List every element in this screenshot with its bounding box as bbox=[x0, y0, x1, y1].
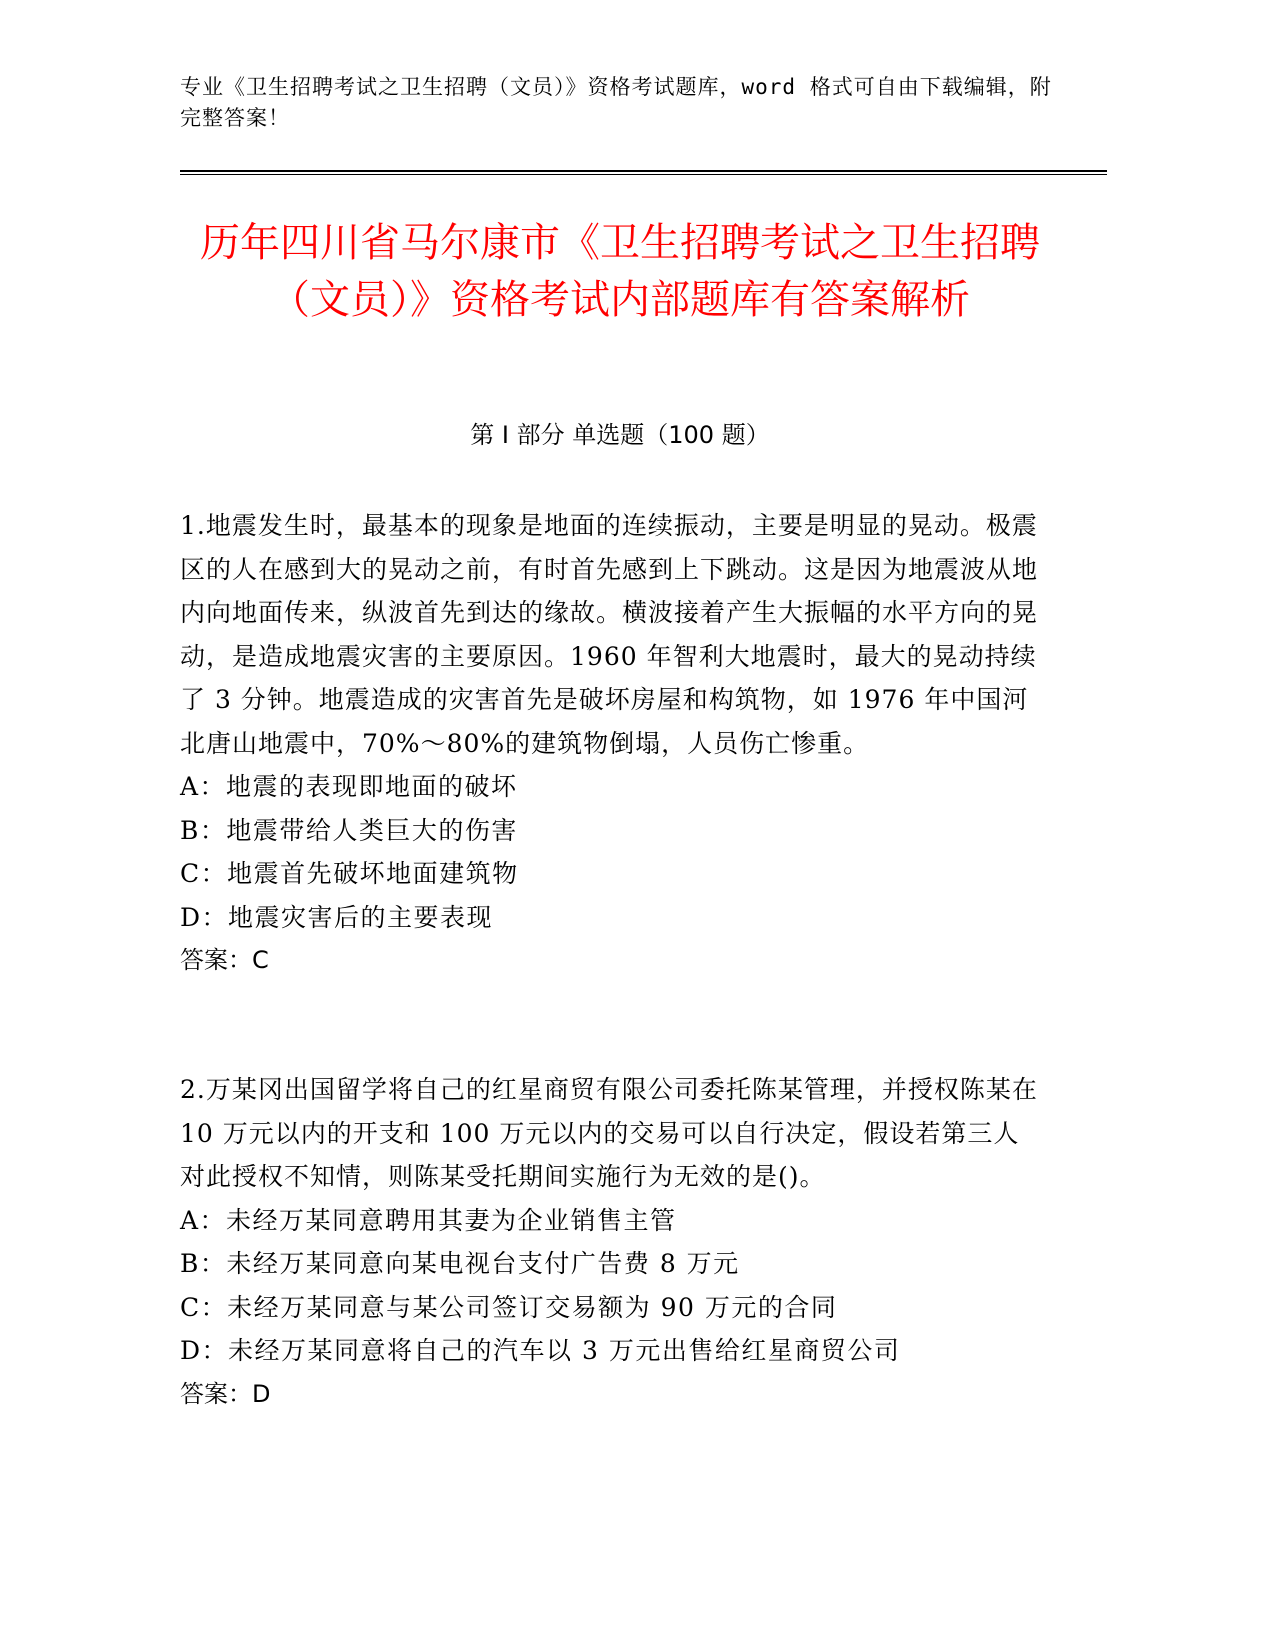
option-d: D：未经万某同意将自己的汽车以 3 万元出售给红星商贸公司 bbox=[180, 1336, 901, 1365]
option-a: A：地震的表现即地面的破坏 bbox=[180, 772, 518, 801]
answer: 答案：C bbox=[180, 946, 269, 974]
question-stem: 2.万某冈出国留学将自己的红星商贸有限公司委托陈某管理，并授权陈某在 10 万元以内的开支和 100 万元以内的交易可以自行决定，假设若第三人对此授权不知情，则陈某受托期间实施行为无效的是()。 bbox=[180, 1075, 1038, 1191]
question-1 bbox=[180, 504, 1042, 983]
option-b: B：未经万某同意向某电视台支付广告费 8 万元 bbox=[180, 1249, 740, 1278]
option-b: B：地震带给人类巨大的伤害 bbox=[180, 815, 518, 845]
section-heading: 第 I 部分 单选题（100 题） bbox=[470, 421, 770, 449]
option-a: A：未经万某同意聘用其妻为企业销售主管 bbox=[180, 1205, 677, 1235]
option-c: C：未经万某同意与某公司签订交易额为 90 万元的合同 bbox=[180, 1292, 838, 1322]
question-stem: 1.地震发生时，最基本的现象是地面的连续振动，主要是明显的晃动。极震区的人在感到大的晃动之前，有时首先感到上下跳动。这是因为地震波从地内向地面传来，纵波首先到达的缘故。横波接着产生大振幅的水平方向的晃动，是造成地震灾害的主要原因。1960 年智利大地震时，最大的晃动持续了 3 分钟。地震造成的灾害首先是破坏房屋和构筑物，如 1976 年中国河北唐山地震中，70%～80%的建筑物倒塌，人员伤亡惨重。 bbox=[180, 511, 1039, 758]
document-title: 历年四川省马尔康市《卫生招聘考试之卫生招聘（文员）》资格考试内部题库有答案解析 bbox=[200, 220, 1040, 323]
header-note: 专业《卫生招聘考试之卫生招聘（文员）》资格考试题库，word 格式可自由下载编辑，附完整答案！ bbox=[180, 75, 1052, 130]
header-divider bbox=[180, 170, 1107, 175]
option-c: C：地震首先破坏地面建筑物 bbox=[180, 859, 519, 888]
answer: 答案：D bbox=[180, 1379, 271, 1408]
option-d: D：地震灾害后的主要表现 bbox=[180, 902, 494, 932]
question-2 bbox=[180, 1068, 1042, 1416]
